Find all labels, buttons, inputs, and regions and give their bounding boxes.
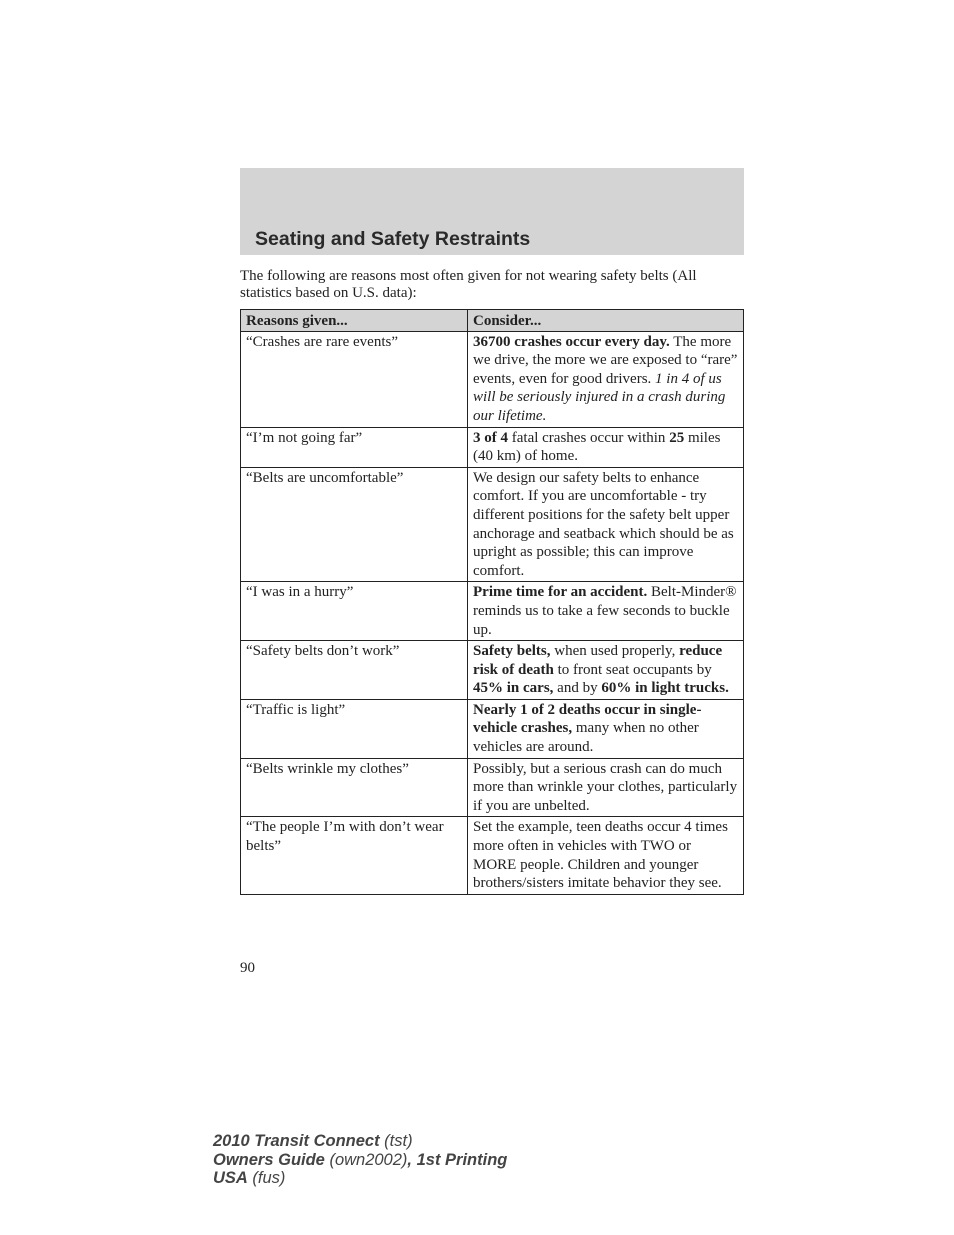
body-text: Set the example, teen deaths occur 4 times more often in vehicles with TWO or MORE people. Children and younger brothers/sisters imitate behavior they see.: [473, 819, 728, 892]
document-footer: [213, 1132, 507, 1188]
bold-text: 60% in light trucks.: [601, 680, 729, 697]
footer-line-2: [213, 1151, 507, 1170]
bold-text: 45% in cars,: [473, 680, 554, 697]
body-text: The more we drive, the more we are exposed to “rare” events, even for good drivers.: [473, 333, 738, 387]
body-text: and by: [553, 680, 602, 697]
reason-cell: “I was in a hurry”: [241, 582, 468, 641]
reason-cell: “I’m not going far”: [241, 427, 468, 467]
table-row: [241, 641, 744, 700]
table-row: [241, 817, 744, 894]
section-title: Seating and Safety Restraints: [255, 228, 531, 250]
bold-text: reduce risk of death: [473, 643, 723, 678]
consider-cell: [468, 641, 744, 700]
table-row: [241, 758, 744, 817]
bold-text: Prime time for an accident.: [473, 584, 648, 601]
consider-cell: [468, 427, 744, 467]
reason-cell: “Belts are uncomfortable”: [241, 467, 468, 582]
bold-text: 25: [669, 429, 685, 446]
footer-market: USA: [213, 1169, 248, 1187]
consider-cell: [468, 699, 744, 758]
footer-line-1: [213, 1132, 507, 1151]
body-text: when used properly,: [550, 643, 680, 660]
body-text: Belt-Minder® reminds us to take a few seconds to buckle up.: [473, 584, 737, 638]
footer-printing: , 1st Printing: [407, 1150, 508, 1169]
italic-text: 1 in 4 of us will be seriously injured in a crash during our lifetime.: [473, 370, 726, 424]
table-row: [241, 331, 744, 427]
body-text: fatal crashes occur within: [508, 429, 670, 446]
table-row: [241, 699, 744, 758]
reason-cell: “The people I’m with don’t wear belts”: [241, 817, 468, 894]
body-text: miles (40 km) of home.: [473, 429, 721, 465]
footer-guide: Owners Guide: [213, 1150, 325, 1169]
reasons-table: [240, 309, 744, 895]
consider-cell: [468, 582, 744, 641]
consider-cell: [468, 331, 744, 427]
body-text: Possibly, but a serious crash can do much more than wrinkle your clothes, particularly if you are unbelted.: [473, 760, 738, 814]
bold-text: Safety belts,: [473, 643, 551, 660]
body-text: to front seat occupants by: [553, 661, 712, 678]
consider-cell: [468, 758, 744, 817]
reason-cell: “Crashes are rare events”: [241, 331, 468, 427]
consider-cell: [468, 467, 744, 582]
body-text: We design our safety belts to enhance comfort. If you are uncomfortable - try different positions for the safety belt upper anchorage and seatback which should be as upright as possible; this can improve comfort.: [473, 469, 734, 579]
header-consider: Consider...: [468, 310, 744, 332]
consider-cell: [468, 817, 744, 894]
body-text: many when no other vehicles are around.: [473, 720, 699, 756]
bold-text: Nearly 1 of 2 deaths occur in single-vehicle crashes,: [473, 701, 702, 737]
footer-line-3: [213, 1169, 507, 1188]
footer-guide-code: (own2002): [324, 1150, 408, 1169]
intro-paragraph: The following are reasons most often given for not wearing safety belts (All statistics based on U.S. data):: [240, 268, 697, 301]
bold-text: 36700 crashes occur every day.: [473, 333, 670, 350]
table-header-row: [241, 310, 744, 332]
section-header: [240, 168, 744, 255]
footer-model: 2010 Transit Connect: [213, 1132, 380, 1150]
reason-cell: “Traffic is light”: [241, 699, 468, 758]
table-row: [241, 582, 744, 641]
table-row: [241, 467, 744, 582]
header-reasons: Reasons given...: [241, 310, 468, 332]
table-body: [241, 331, 744, 894]
reason-cell: “Safety belts don’t work”: [241, 641, 468, 700]
bold-text: 3 of 4: [473, 429, 508, 446]
footer-model-code: (tst): [379, 1132, 413, 1150]
page-number: 90: [240, 960, 255, 976]
table-row: [241, 427, 744, 467]
reason-cell: “Belts wrinkle my clothes”: [241, 758, 468, 817]
footer-market-code: (fus): [247, 1169, 286, 1187]
